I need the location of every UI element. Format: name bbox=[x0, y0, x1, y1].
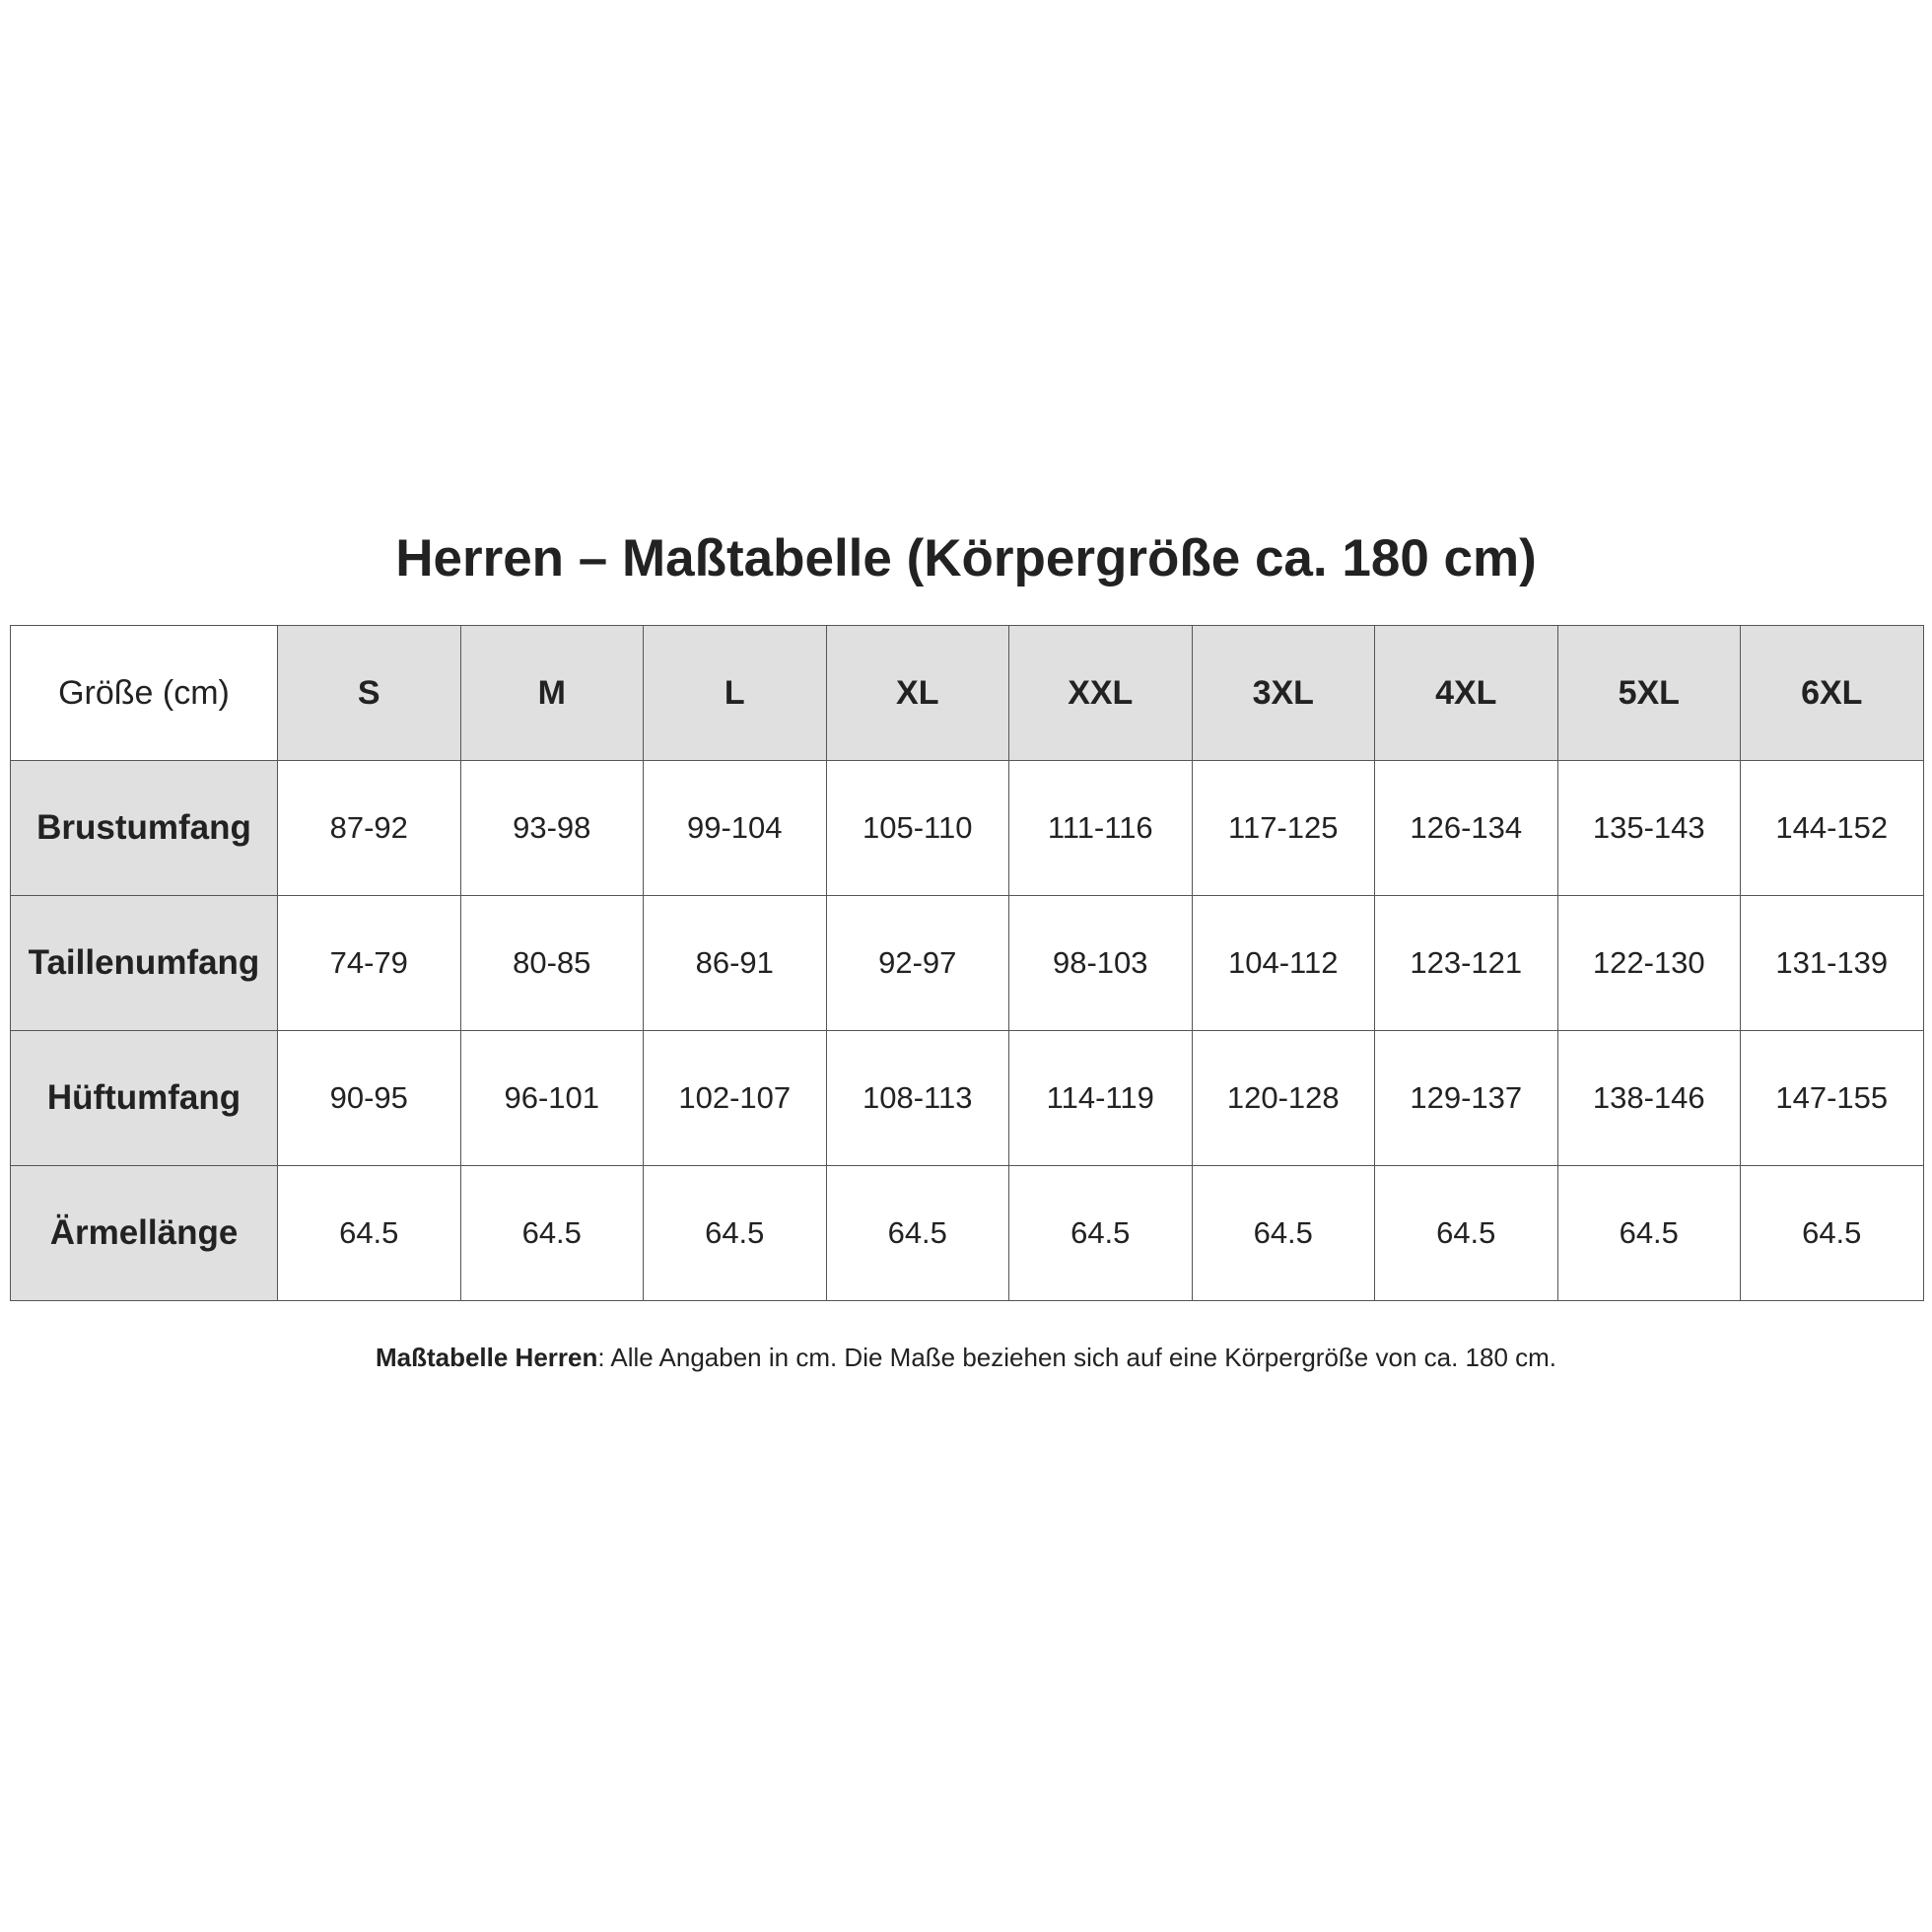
footnote-title: Maßtabelle Herren bbox=[375, 1343, 598, 1372]
row-label: Ärmellänge bbox=[11, 1166, 278, 1301]
table-row bbox=[11, 1166, 1924, 1301]
table-header-row bbox=[11, 626, 1924, 761]
measurement-cell: 129-137 bbox=[1375, 1031, 1558, 1166]
size-header-cell: 5XL bbox=[1557, 626, 1741, 761]
footnote-text: : Alle Angaben in cm. Die Maße beziehen sich auf eine Körpergröße von ca. 180 cm. bbox=[597, 1343, 1557, 1372]
size-header-cell: S bbox=[278, 626, 461, 761]
row-label: Hüftumfang bbox=[11, 1031, 278, 1166]
size-header-cell: 4XL bbox=[1375, 626, 1558, 761]
measurement-cell: 108-113 bbox=[826, 1031, 1009, 1166]
table-row bbox=[11, 896, 1924, 1031]
measurement-cell: 114-119 bbox=[1009, 1031, 1193, 1166]
measurement-cell: 105-110 bbox=[826, 761, 1009, 896]
measurement-cell: 90-95 bbox=[278, 1031, 461, 1166]
measurement-cell: 87-92 bbox=[278, 761, 461, 896]
size-header-cell: L bbox=[644, 626, 827, 761]
measurement-cell: 64.5 bbox=[1557, 1166, 1741, 1301]
measurement-cell: 98-103 bbox=[1009, 896, 1193, 1031]
table-body bbox=[11, 626, 1924, 1301]
measurement-cell: 99-104 bbox=[644, 761, 827, 896]
measurement-cell: 104-112 bbox=[1192, 896, 1375, 1031]
measurement-cell: 93-98 bbox=[460, 761, 644, 896]
measurement-cell: 74-79 bbox=[278, 896, 461, 1031]
size-header-cell: 6XL bbox=[1741, 626, 1924, 761]
measurement-cell: 64.5 bbox=[1375, 1166, 1558, 1301]
size-header-cell: M bbox=[460, 626, 644, 761]
measurement-cell: 64.5 bbox=[826, 1166, 1009, 1301]
table-row bbox=[11, 1031, 1924, 1166]
measurement-cell: 64.5 bbox=[1009, 1166, 1193, 1301]
size-header-cell: XXL bbox=[1009, 626, 1193, 761]
size-header-label: Größe (cm) bbox=[11, 626, 278, 761]
measurement-cell: 138-146 bbox=[1557, 1031, 1741, 1166]
measurement-cell: 135-143 bbox=[1557, 761, 1741, 896]
measurement-cell: 117-125 bbox=[1192, 761, 1375, 896]
measurement-cell: 102-107 bbox=[644, 1031, 827, 1166]
measurement-cell: 80-85 bbox=[460, 896, 644, 1031]
measurement-cell: 92-97 bbox=[826, 896, 1009, 1031]
measurement-cell: 64.5 bbox=[1741, 1166, 1924, 1301]
measurement-cell: 123-121 bbox=[1375, 896, 1558, 1031]
page-title: Herren – Maßtabelle (Körpergröße ca. 180 cm) bbox=[395, 529, 1537, 587]
measurement-cell: 120-128 bbox=[1192, 1031, 1375, 1166]
measurement-cell: 64.5 bbox=[278, 1166, 461, 1301]
measurement-cell: 64.5 bbox=[460, 1166, 644, 1301]
measurement-cell: 131-139 bbox=[1741, 896, 1924, 1031]
measurement-cell: 96-101 bbox=[460, 1031, 644, 1166]
size-header-cell: 3XL bbox=[1192, 626, 1375, 761]
table-row bbox=[11, 761, 1924, 896]
footnote bbox=[0, 1343, 1932, 1373]
measurement-cell: 122-130 bbox=[1557, 896, 1741, 1031]
measurement-cell: 144-152 bbox=[1741, 761, 1924, 896]
measurement-cell: 147-155 bbox=[1741, 1031, 1924, 1166]
measurement-cell: 126-134 bbox=[1375, 761, 1558, 896]
measurement-cell: 111-116 bbox=[1009, 761, 1193, 896]
row-label: Taillenumfang bbox=[11, 896, 278, 1031]
measurement-cell: 64.5 bbox=[644, 1166, 827, 1301]
measurement-cell: 64.5 bbox=[1192, 1166, 1375, 1301]
measurement-cell: 86-91 bbox=[644, 896, 827, 1031]
size-chart-table bbox=[10, 625, 1924, 1301]
size-header-cell: XL bbox=[826, 626, 1009, 761]
row-label: Brustumfang bbox=[11, 761, 278, 896]
